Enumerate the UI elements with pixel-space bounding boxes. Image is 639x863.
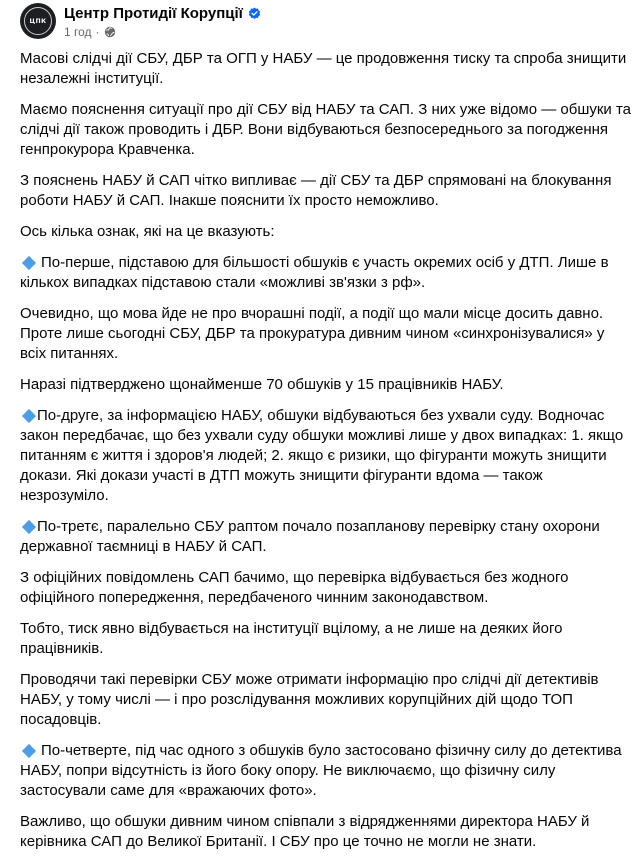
paragraph: Масові слідчі дії СБУ, ДБР та ОГП у НАБУ — це продовження тиску та спроба знищити незалежні інституції. bbox=[20, 50, 627, 87]
paragraph: Очевидно, що мова йде не про вчорашні події, а події що мали місце досить давно. Проте лише сьогодні СБУ, ДБР та прокуратура дивним чином «синхронізувалися» у всіх питаннях. bbox=[20, 305, 605, 362]
paragraph: Проводячи такі перевірки СБУ може отримати інформацію про слідчі дії детективів НАБУ, у тому числі — і про розслідування можливих корупційних дій щодо ТОП посадовців. bbox=[20, 671, 599, 728]
verified-badge-icon bbox=[248, 7, 261, 20]
paragraph: Тобто, тиск явно відбувається на інституції вцілому, а не лише на деяких його працівників. bbox=[20, 620, 563, 657]
avatar[interactable] bbox=[20, 3, 56, 39]
bullet-paragraph: По-третє, паралельно СБУ раптом почало позапланову перевірку стану охорони державної таємниці в НАБУ й САП. bbox=[20, 518, 600, 555]
blue-diamond-icon bbox=[22, 519, 36, 533]
page-name-link[interactable]: Центр Протидії Корупції bbox=[64, 4, 243, 22]
bullet-paragraph: По-четверте, під час одного з обшуків було застосовано фізичну силу до детектива НАБУ, попри відсутність із його боку опору. Не виключаємо, що фізичну силу застосували саме для «вражаючих фото». bbox=[20, 742, 622, 799]
post-meta bbox=[64, 3, 261, 40]
blue-diamond-icon bbox=[22, 743, 36, 757]
globe-icon[interactable] bbox=[104, 26, 116, 38]
avatar-logo-text: ЦПК bbox=[29, 17, 47, 25]
paragraph: Наразі підтверджено щонайменше 70 обшуків у 15 працівників НАБУ. bbox=[20, 376, 504, 393]
post-body bbox=[20, 49, 632, 863]
paragraph: З пояснень НАБУ й САП чітко випливає — дії СБУ та ДБР спрямовані на блокування роботи НАБУ й САП. Інакше пояснити їх просто неможливо. bbox=[20, 172, 612, 209]
bullet-paragraph: По-друге, за інформацією НАБУ, обшуки відбуваються без ухвали суду. Водночас закон передбачає, що без ухвали суду обшуки можливі лише у двох випадках: 1. якщо питанням є життя і здоров'я людей; 2. якщо є ризики, що фігуранти можуть знищити докази. Які докази участі в ДТП можуть знищити фігуранти вдома — також незрозуміло. bbox=[20, 407, 624, 504]
bullet-paragraph: По-перше, підставою для більшості обшуків є участь окремих осіб у ДТП. Лише в кількох випадках підставою стали «можливі зв'язки з рф». bbox=[20, 254, 609, 291]
blue-diamond-icon bbox=[22, 408, 36, 422]
paragraph: Важливо, що обшуки дивним чином співпали з відрядженнями директора НАБУ й керівника САП до Великої Британії. І СБУ про це точно не могли не знати. bbox=[20, 813, 590, 850]
meta-separator: · bbox=[95, 25, 100, 39]
post-header bbox=[20, 3, 261, 40]
paragraph: Ось кілька ознак, які на це вказують: bbox=[20, 223, 275, 240]
paragraph: Маємо пояснення ситуації про дії СБУ від НАБУ та САП. З них уже відомо — обшуки та слідчі дії також проводить і ДБР. Вони відбуваються безпосереднього за погодження генпрокурора Кравченка. bbox=[20, 101, 632, 158]
paragraph: З офіційних повідомлень САП бачимо, що перевірка відбувається без жодного офіційного попередження, передбаченого чинним законодавством. bbox=[20, 569, 569, 606]
blue-diamond-icon bbox=[22, 255, 36, 269]
post-timestamp-link[interactable]: 1 год bbox=[64, 25, 92, 39]
